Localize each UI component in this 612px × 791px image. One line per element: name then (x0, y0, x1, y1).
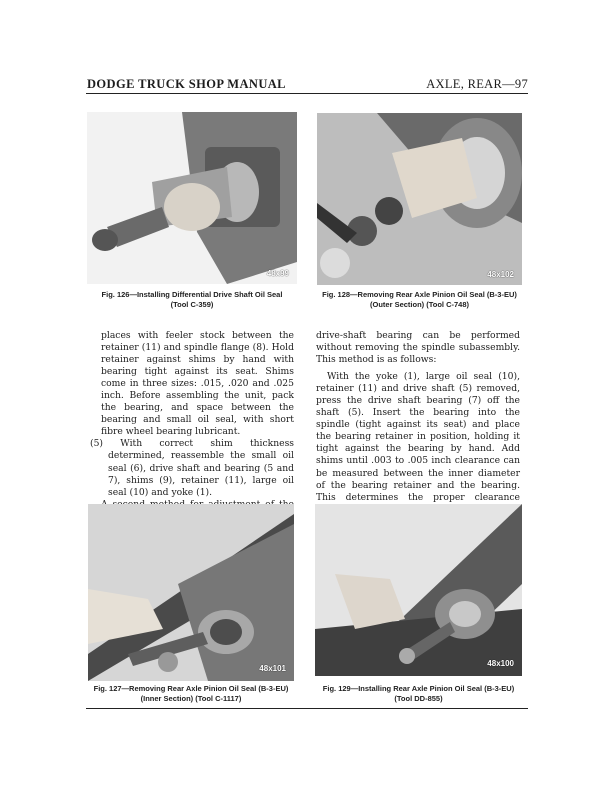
fig129-photo (315, 504, 522, 676)
fig128-number: 48x102 (487, 270, 514, 279)
fig126-photo (87, 112, 297, 284)
section-page-number: AXLE, REAR—97 (426, 77, 528, 91)
fig126-caption (87, 290, 297, 310)
fig129-caption-line2: (Tool DD-855) (394, 694, 443, 703)
step-5: (5) With correct shim thickness determined, reassemble the small oil seal (6), drive shaft and bearing (5 and 7), shims (9), retainer (11), large oil seal (10) and yoke (1). (90, 438, 294, 498)
fig126-caption-line1: Fig. 126—Installing Differential Drive Shaft Oil Seal (101, 290, 283, 299)
left-paragraph-1: places with feeler stock between the retainer (11) and spindle flange (8). Hold retainer against shims by hand with bearing tight against its seat. Shims come in three sizes: .015, .020 and .025 inch. Before assembling the unit, pack the bearing, and space between the bearing and small oil seal, with short fibre wheel bearing lubricant. (101, 330, 294, 438)
manual-title: DODGE TRUCK SHOP MANUAL (87, 77, 286, 91)
header-rule (86, 93, 528, 94)
fig127-caption (88, 684, 294, 704)
fig129-caption-line1: Fig. 129—Installing Rear Axle Pinion Oil Seal (B-3-EU) (322, 684, 515, 693)
fig128-caption-line1: Fig. 128—Removing Rear Axle Pinion Oil Seal (B-3-EU) (322, 290, 517, 299)
left-text-column (90, 330, 294, 523)
right-paragraph-1: drive-shaft bearing can be performed without removing the spindle subassembly. This method is as follows: (316, 330, 520, 366)
fig128-photo (317, 113, 522, 285)
fig128-caption-line2: (Outer Section) (Tool C-748) (369, 300, 470, 309)
fig127-number: 48x101 (259, 664, 286, 673)
fig127-caption-line2: (Inner Section) (Tool C-1117) (140, 694, 242, 703)
fig126-number: 48x99 (266, 269, 289, 278)
fig129-number: 48x100 (487, 659, 514, 668)
right-paragraph-2: With the yoke (1), large oil seal (10), retainer (11) and drive shaft (5) removed, press the drive shaft bearing (7) off the shaft (5). Insert the bearing into the spindle (tight against its seat) and place the bearing retainer in position, holding it tight against the bearing by hand. Add shims until .003 to .005 inch clearance can be measured between the inner diameter of the bearing retainer and the bearing. This determines the proper clearance (316, 371, 520, 503)
fig126-caption-line2: (Tool C-359) (170, 300, 214, 309)
fig128-caption (317, 290, 522, 310)
right-text-column (316, 330, 520, 528)
fig127-photo (88, 504, 294, 681)
footer-rule (86, 708, 528, 709)
fig127-caption-line1: Fig. 127—Removing Rear Axle Pinion Oil Seal (B-3-EU) (93, 684, 289, 693)
fig129-caption (315, 684, 522, 704)
